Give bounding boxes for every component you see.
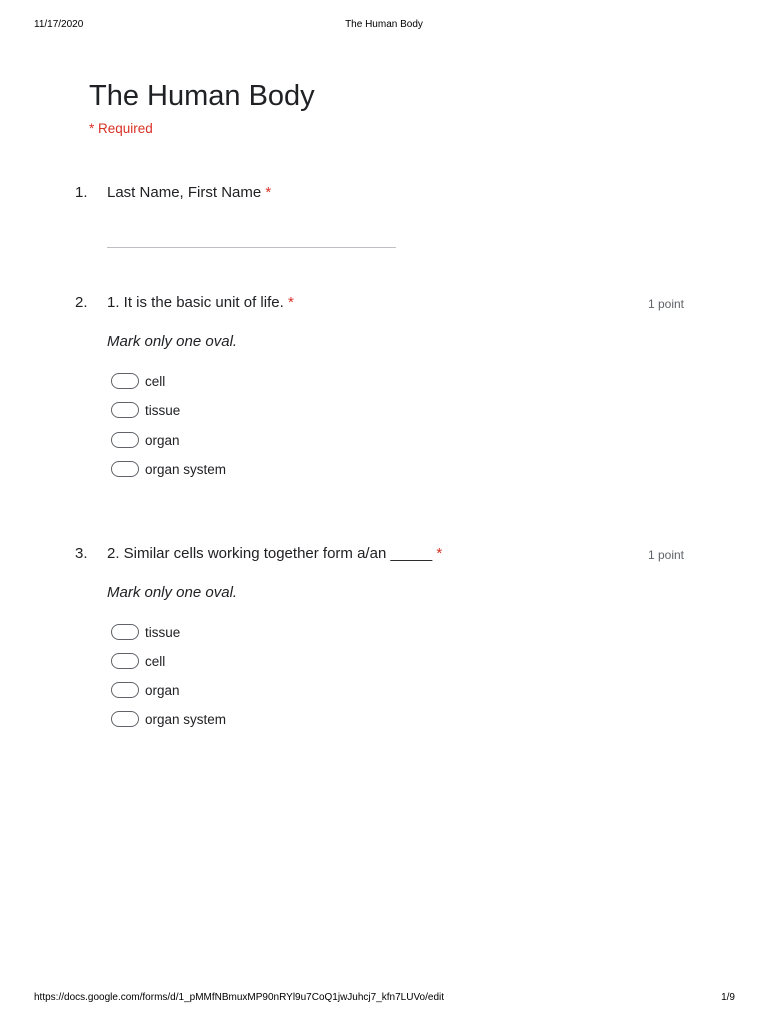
choice-option[interactable] xyxy=(111,460,226,478)
print-date: 11/17/2020 xyxy=(34,19,84,30)
print-footer xyxy=(0,992,768,1006)
points-label: 1 point xyxy=(647,297,684,311)
required-star: * xyxy=(287,294,294,311)
question-title xyxy=(107,294,294,311)
question-title-text: 1. It is the basic unit of life. xyxy=(107,294,284,311)
choice-option[interactable] xyxy=(111,652,165,670)
short-answer-field[interactable] xyxy=(107,247,396,248)
choice-option[interactable] xyxy=(111,372,165,390)
choice-option[interactable] xyxy=(111,401,180,419)
print-url: https://docs.google.com/forms/d/1_pMMfNBmuxMP90nRYl9u7CoQ1jwJuhcj7_kfn7LUVo/edit xyxy=(34,992,445,1003)
radio-oval[interactable] xyxy=(111,373,139,389)
required-note: * Required xyxy=(89,121,153,136)
option-label: cell xyxy=(145,653,166,669)
question-number: 2. xyxy=(75,294,88,311)
question-title-text: 2. Similar cells working together form a/an _____ xyxy=(107,545,433,562)
radio-oval[interactable] xyxy=(111,461,139,477)
option-label: tissue xyxy=(145,402,181,418)
question-help: Mark only one oval. xyxy=(107,333,238,350)
option-label: organ xyxy=(145,682,180,698)
choice-option[interactable] xyxy=(111,623,180,641)
question-number: 3. xyxy=(75,545,88,562)
print-title: The Human Body xyxy=(345,19,423,30)
form-title: The Human Body xyxy=(89,80,315,112)
required-star: * xyxy=(265,184,272,201)
option-label: tissue xyxy=(145,624,181,640)
radio-oval[interactable] xyxy=(111,432,139,448)
radio-oval[interactable] xyxy=(111,653,139,669)
question-title xyxy=(107,184,271,201)
print-header xyxy=(0,19,768,33)
points-label: 1 point xyxy=(647,548,684,562)
question-help: Mark only one oval. xyxy=(107,584,238,601)
required-star: * xyxy=(436,545,443,562)
radio-oval[interactable] xyxy=(111,402,139,418)
question-title xyxy=(107,545,442,562)
option-label: organ system xyxy=(145,711,227,727)
option-label: organ xyxy=(145,432,180,448)
option-label: organ system xyxy=(145,461,227,477)
choice-option[interactable] xyxy=(111,710,226,728)
radio-oval[interactable] xyxy=(111,624,139,640)
choice-option[interactable] xyxy=(111,681,180,699)
radio-oval[interactable] xyxy=(111,682,139,698)
question-number: 1. xyxy=(75,184,88,201)
option-label: cell xyxy=(145,373,166,389)
choice-option[interactable] xyxy=(111,431,180,449)
radio-oval[interactable] xyxy=(111,711,139,727)
question-title-text: Last Name, First Name xyxy=(107,184,262,201)
print-page-number: 1/9 xyxy=(721,992,735,1003)
